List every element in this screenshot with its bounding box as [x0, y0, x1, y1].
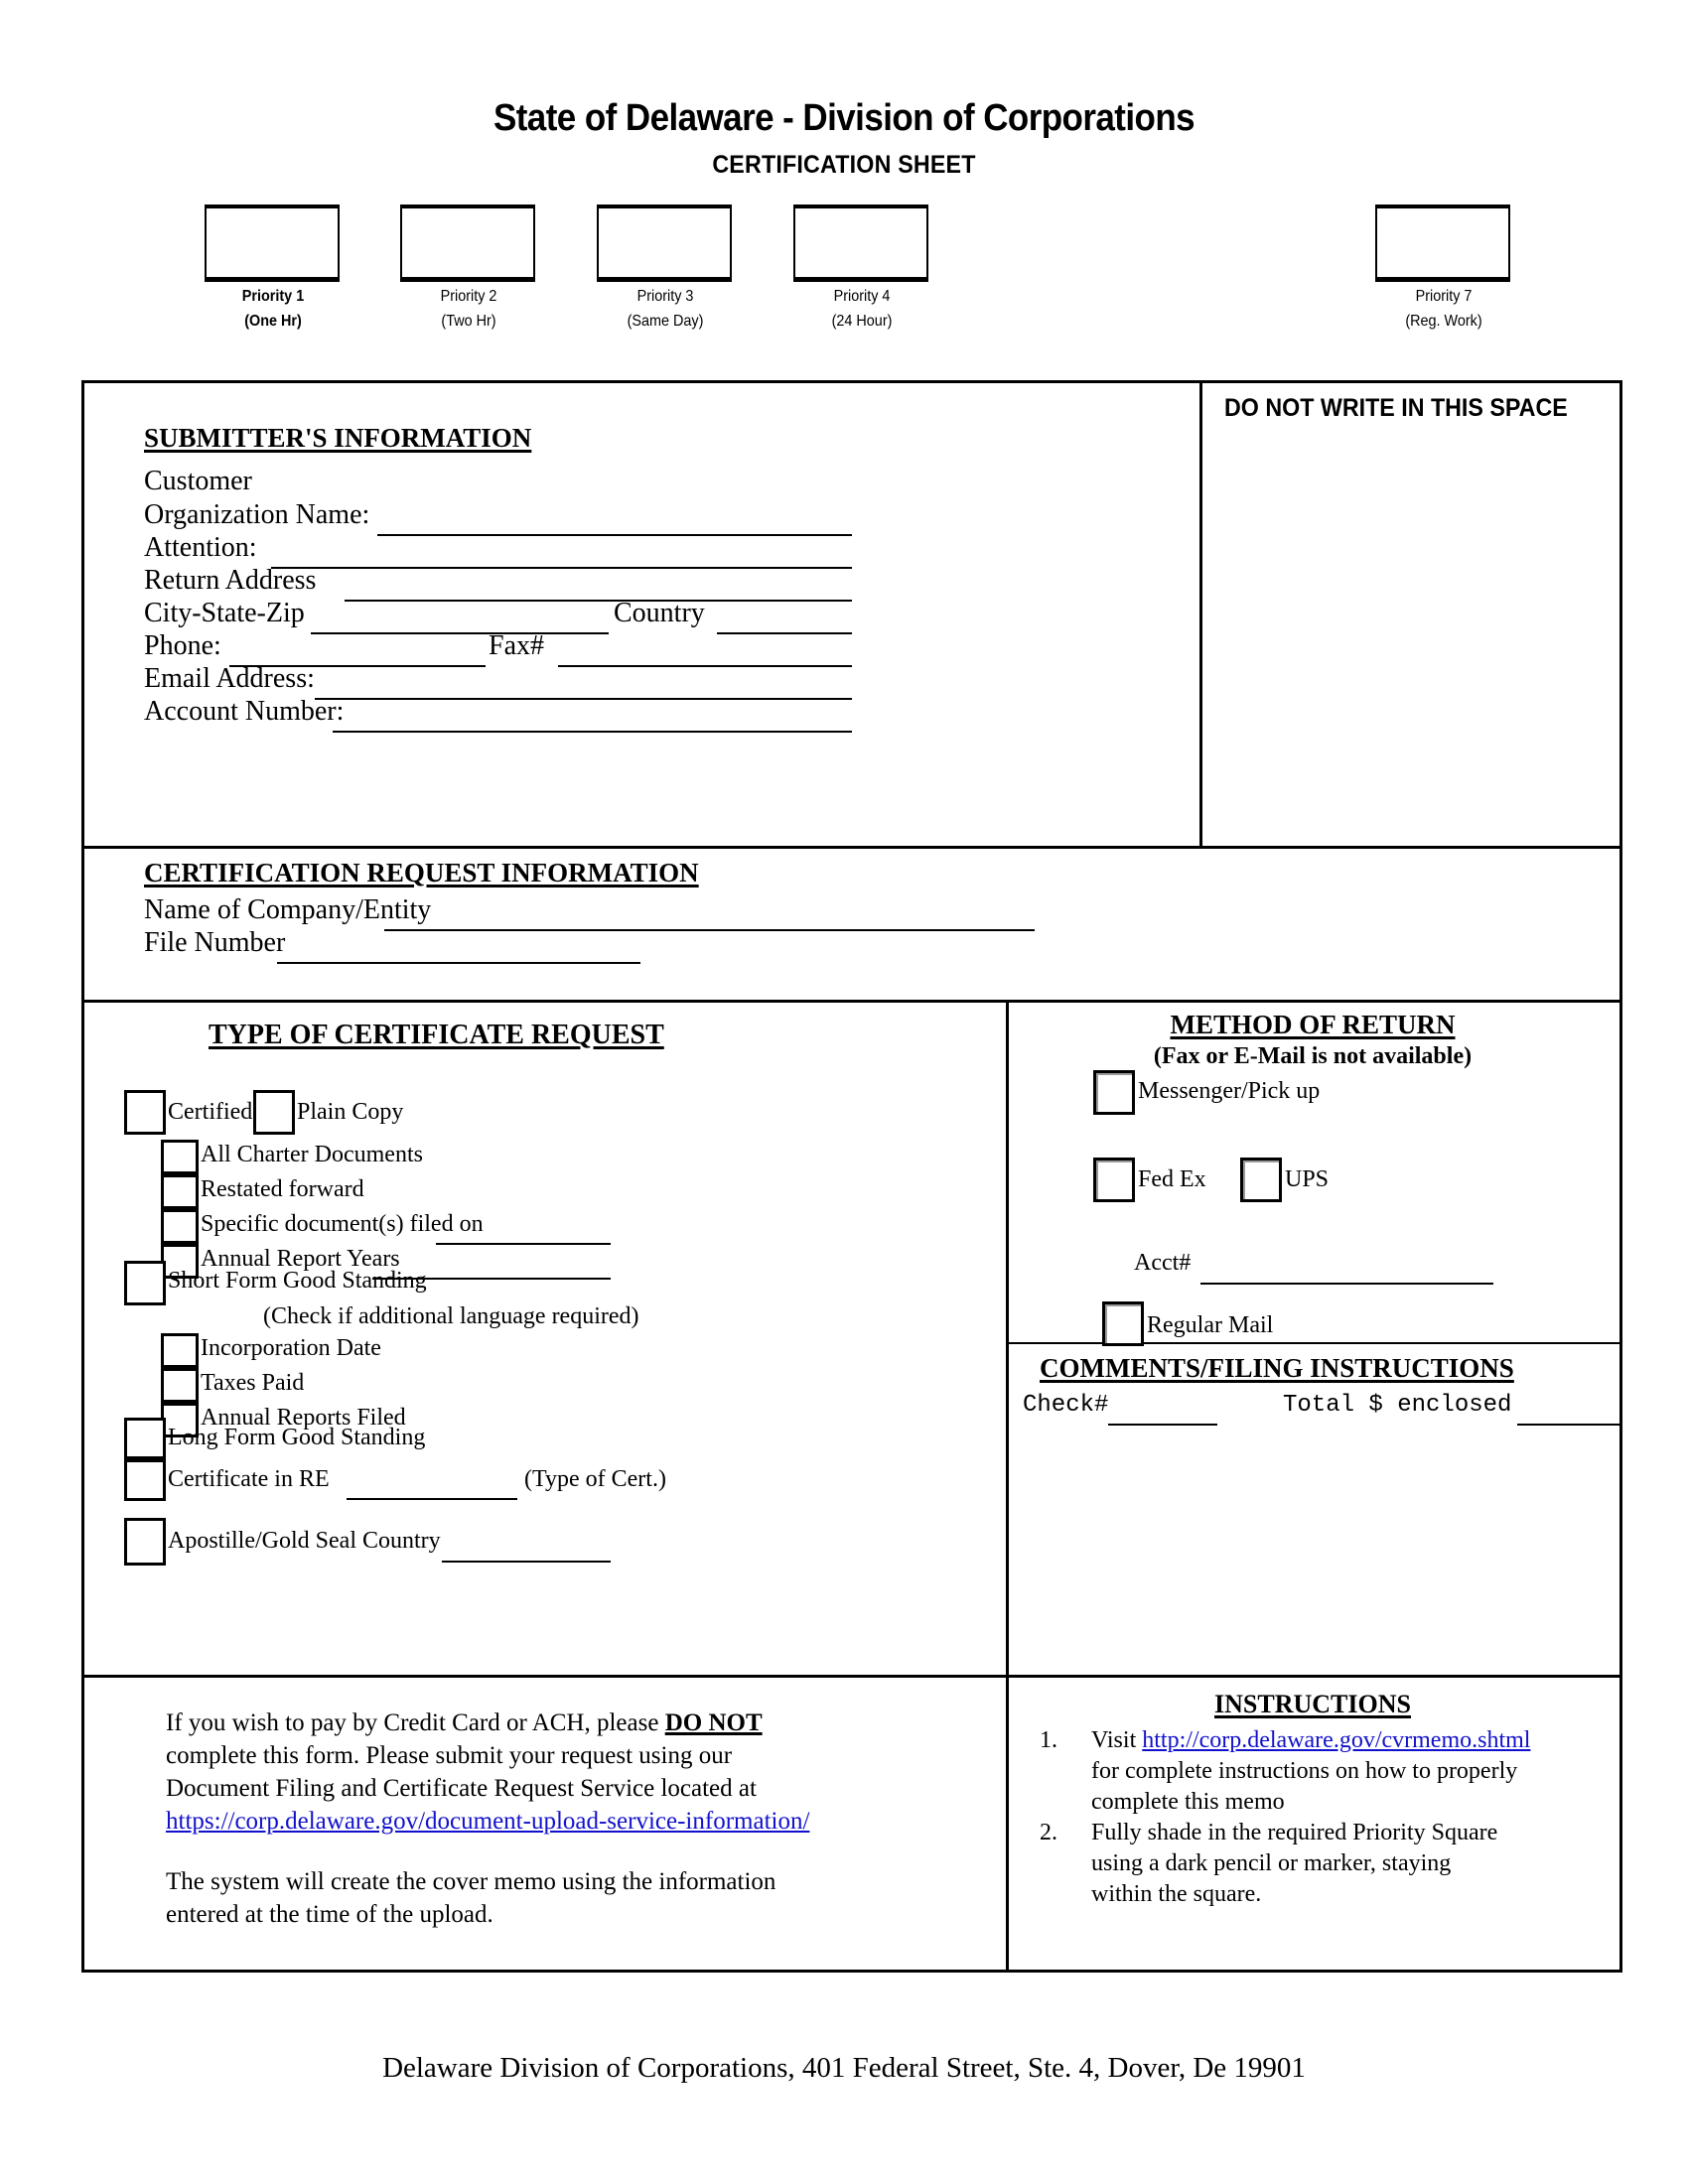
long-form-good-standing-label: Long Form Good Standing [168, 1425, 426, 1450]
do-not-write-label: DO NOT WRITE IN THIS SPACE [1224, 394, 1568, 422]
priority-7-time: (Reg. Work) [1405, 313, 1482, 330]
certificate-in-re-checkbox[interactable] [124, 1459, 166, 1501]
restated-forward-checkbox[interactable] [161, 1174, 199, 1209]
total-enclosed-label: Total $ enclosed [1283, 1392, 1512, 1419]
page-subtitle: CERTIFICATION SHEET [712, 151, 976, 179]
long-form-good-standing-checkbox[interactable] [124, 1418, 166, 1459]
divider-submitter-bottom [84, 846, 1619, 849]
divider-lower-bottom [84, 1675, 1619, 1678]
priority-7-checkbox[interactable] [1375, 205, 1510, 282]
ups-label: UPS [1285, 1166, 1330, 1192]
page-title: State of Delaware - Division of Corporations [492, 97, 1196, 139]
company-entity-label: Name of Company/Entity [144, 894, 432, 925]
regular-mail-checkbox[interactable] [1102, 1301, 1144, 1346]
divider-method-comments [1006, 1342, 1619, 1344]
regular-mail-label: Regular Mail [1147, 1312, 1274, 1338]
certificate-in-re-input[interactable] [347, 1498, 517, 1500]
instruction-2-number: 2. [1040, 1820, 1057, 1845]
attention-input[interactable] [271, 567, 852, 569]
certificate-in-re-label: Certificate in RE [168, 1466, 330, 1492]
instruction-1-line-3: complete this memo [1091, 1789, 1285, 1815]
return-address-input[interactable] [345, 600, 852, 602]
certified-checkbox[interactable] [124, 1090, 166, 1135]
payment-note-line-5: The system will create the cover memo using the information [166, 1868, 776, 1895]
account-number-label: Account Number: [144, 696, 345, 727]
priority-3-name: Priority 3 [636, 288, 694, 305]
city-state-zip-input[interactable] [311, 632, 609, 634]
payment-note [166, 1706, 861, 1931]
fax-input[interactable] [558, 665, 852, 667]
short-form-good-standing-label: Short Form Good Standing [168, 1268, 427, 1294]
instruction-item-1 [1040, 1725, 1616, 1818]
annual-report-years-label: Annual Report Years [201, 1246, 400, 1272]
incorporation-date-checkbox[interactable] [161, 1333, 199, 1368]
type-of-certificate-heading: TYPE OF CERTIFICATE REQUEST [209, 1020, 664, 1050]
email-address-label: Email Address: [144, 663, 315, 694]
company-entity-input[interactable] [384, 929, 1035, 931]
organization-name-label: Organization Name: [144, 499, 370, 530]
footer-address: Delaware Division of Corporations, 401 Federal Street, Ste. 4, Dover, De 19901 [382, 2052, 1306, 2084]
priority-2-group[interactable] [400, 205, 537, 332]
payment-note-line-1 [166, 1706, 861, 1739]
taxes-paid-label: Taxes Paid [201, 1370, 305, 1396]
organization-name-input[interactable] [377, 534, 852, 536]
all-charter-documents-label: All Charter Documents [201, 1142, 423, 1167]
file-number-label: File Number [144, 927, 286, 958]
account-number-input[interactable] [333, 731, 852, 733]
priority-1-group[interactable] [205, 205, 342, 332]
apostille-label: Apostille/Gold Seal Country [168, 1528, 441, 1554]
specific-documents-input[interactable] [436, 1243, 611, 1245]
instruction-2-line-3: within the square. [1091, 1881, 1262, 1907]
specific-documents-label: Specific document(s) filed on [201, 1211, 484, 1237]
cvrmemo-link[interactable]: http://corp.delaware.gov/cvrmemo.shtml [1142, 1727, 1531, 1753]
fedex-label: Fed Ex [1138, 1166, 1206, 1192]
plain-copy-label: Plain Copy [297, 1099, 404, 1125]
country-input[interactable] [717, 632, 852, 634]
divider-type-method [1006, 1000, 1009, 1675]
priority-3-checkbox[interactable] [597, 205, 732, 282]
priority-3-time: (Same Day) [627, 313, 704, 330]
instruction-1-first-line [1091, 1725, 1616, 1756]
priority-2-name: Priority 2 [440, 288, 497, 305]
priority-4-checkbox[interactable] [793, 205, 928, 282]
priority-2-checkbox[interactable] [400, 205, 535, 282]
return-address-label: Return Address [144, 565, 317, 596]
divider-cert-bottom [84, 1000, 1619, 1003]
messenger-pickup-checkbox[interactable] [1093, 1070, 1135, 1115]
all-charter-documents-checkbox[interactable] [161, 1140, 199, 1174]
restated-forward-label: Restated forward [201, 1176, 364, 1202]
check-number-input[interactable] [1108, 1424, 1217, 1426]
priority-1-time: (One Hr) [244, 313, 302, 330]
attention-label: Attention: [144, 532, 257, 563]
priority-7-name: Priority 7 [1415, 288, 1473, 305]
payment-note-text-1: If you wish to pay by Credit Card or ACH, please [166, 1709, 665, 1736]
payment-note-spacer [166, 1838, 861, 1865]
type-of-cert-note: (Type of Cert.) [524, 1466, 666, 1492]
priority-4-group[interactable] [793, 205, 930, 332]
city-state-zip-label: City-State-Zip [144, 598, 305, 628]
form-frame [81, 380, 1622, 1973]
taxes-paid-checkbox[interactable] [161, 1368, 199, 1403]
fax-label: Fax# [489, 630, 544, 661]
ups-checkbox[interactable] [1240, 1158, 1282, 1202]
annual-reports-filed-label: Annual Reports Filed [201, 1405, 406, 1431]
acct-input[interactable] [1200, 1283, 1493, 1285]
method-of-return-subheading: (Fax or E-Mail is not available) [1153, 1043, 1473, 1069]
priority-4-name: Priority 4 [833, 288, 891, 305]
payment-note-line-6: entered at the time of the upload. [166, 1901, 493, 1928]
instruction-2-line-2: using a dark pencil or marker, staying [1091, 1850, 1452, 1876]
messenger-pickup-label: Messenger/Pick up [1138, 1078, 1321, 1104]
comments-heading: COMMENTS/FILING INSTRUCTIONS [1040, 1353, 1514, 1383]
email-address-input[interactable] [315, 698, 852, 700]
total-enclosed-input[interactable] [1517, 1424, 1621, 1426]
short-form-good-standing-checkbox[interactable] [124, 1261, 166, 1305]
instructions-heading: INSTRUCTIONS [1214, 1690, 1411, 1718]
priority-3-group[interactable] [597, 205, 734, 332]
file-number-input[interactable] [277, 962, 640, 964]
incorporation-date-label: Incorporation Date [201, 1335, 381, 1361]
check-number-label: Check# [1023, 1392, 1109, 1419]
apostille-checkbox[interactable] [124, 1518, 166, 1566]
instruction-2-first-line: Fully shade in the required Priority Square [1091, 1820, 1498, 1845]
certification-request-heading: CERTIFICATION REQUEST INFORMATION [144, 858, 699, 887]
fedex-checkbox[interactable] [1093, 1158, 1135, 1202]
country-label: Country [614, 598, 705, 628]
phone-label: Phone: [144, 630, 221, 661]
payment-note-do-not: DO NOT [664, 1709, 763, 1736]
certified-label: Certified [168, 1099, 253, 1125]
priority-4-time: (24 Hour) [831, 313, 893, 330]
acct-label: Acct# [1134, 1250, 1192, 1276]
specific-documents-checkbox[interactable] [161, 1209, 199, 1244]
check-if-additional-language-note: (Check if additional language required) [263, 1303, 639, 1329]
customer-label: Customer [144, 466, 252, 496]
document-upload-service-link[interactable]: https://corp.delaware.gov/document-upload-service-information/ [166, 1808, 810, 1835]
payment-note-line-2: complete this form. Please submit your request using our [166, 1742, 733, 1769]
submitter-heading: SUBMITTER'S INFORMATION [144, 423, 532, 453]
priority-7-group[interactable] [1375, 205, 1512, 332]
divider-do-not-write [1199, 383, 1202, 846]
instruction-item-2 [1040, 1818, 1616, 1910]
method-of-return-heading: METHOD OF RETURN [1170, 1010, 1456, 1039]
instruction-1-number: 1. [1040, 1727, 1057, 1753]
plain-copy-checkbox[interactable] [253, 1090, 295, 1135]
apostille-country-input[interactable] [442, 1561, 611, 1563]
instruction-1-line-2: for complete instructions on how to properly [1091, 1758, 1518, 1784]
priority-2-time: (Two Hr) [441, 313, 496, 330]
payment-note-line-3: Document Filing and Certificate Request Service located at [166, 1775, 757, 1802]
priority-1-name: Priority 1 [241, 288, 305, 305]
instruction-1-prefix: Visit [1091, 1727, 1143, 1753]
priority-1-checkbox[interactable] [205, 205, 340, 282]
